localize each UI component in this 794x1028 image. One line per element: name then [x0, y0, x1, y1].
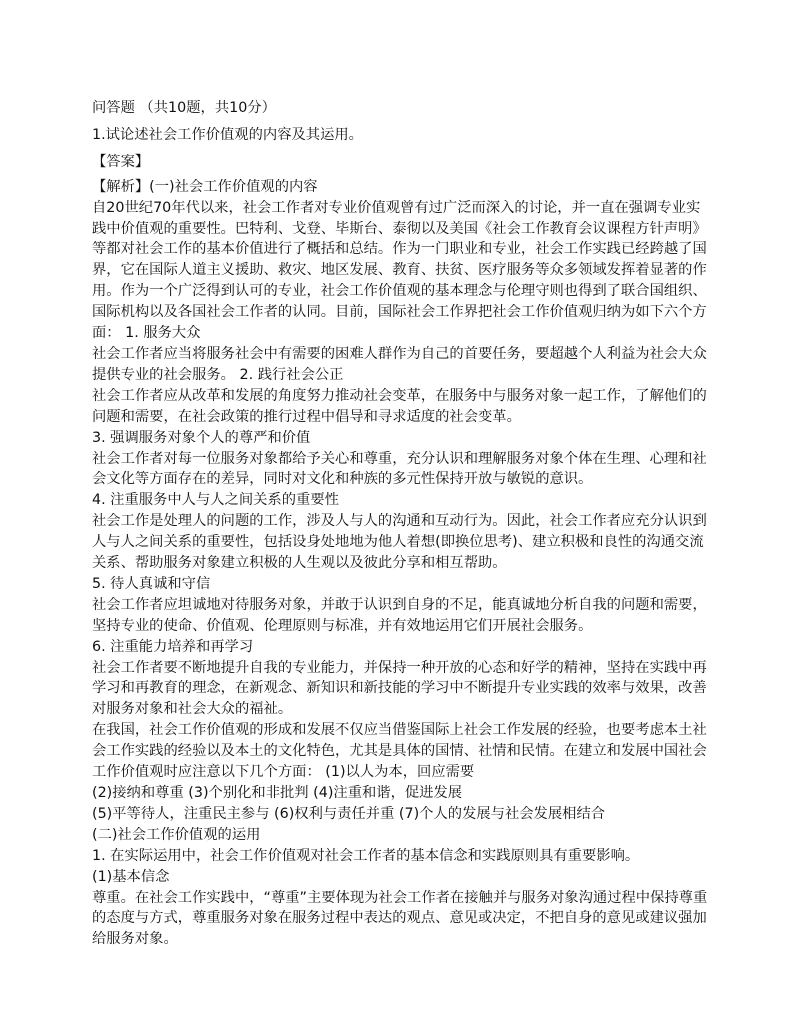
- basic-belief-heading: (1)基本信念: [92, 868, 170, 885]
- paragraph-social-justice: 社会工作者应从改革和发展的角度努力推动社会变革，在服务中与服务对象一起工作，了解他们的问题和需要，在社会政策的推行过程中倡导和寻求适度的社会变革。: [92, 387, 707, 425]
- paragraph-dignity: 社会工作者对每一位服务对象都给予关心和尊重，充分认识和理解服务对象个体在生理、心理和社会文化等方面存在的差异，同时对文化和种族的多元性保持开放与敏锐的意识。: [92, 450, 707, 488]
- paragraph-intro: 自20世纪70年代以来，社会工作者对专业价值观曾有过广泛而深入的讨论，并一直在强调专业实践中价值观的重要性。巴特利、戈登、毕斯台、泰彻以及美国《社会工作教育会议课程方针声明》等都对社会工作的基本价值进行了概括和总结。作为一门职业和专业，社会工作实践已经跨越了国界，它在国际人道主义援助、救灾、地区发展、教育、扶贫、医疗服务等众多领域发挥着显著的作用。作为一个广泛得到认可的专业，社会工作价值观的基本理念与伦理守则也得到了联合国组织、国际机构以及各国社会工作者的认同。目前，国际社会工作界把社会工作价值观归纳为如下六个方面： 1. 服务大众: [92, 199, 707, 342]
- document-page: [92, 98, 714, 950]
- paragraph-respect: 尊重。在社会工作实践中，“尊重”主要体现为社会工作者在接触并与服务对象沟通过程中保持尊重的态度与方式，尊重服务对象在服务过程中表达的观点、意见或决定，不把自身的意见或建议强加给服务对象。: [92, 889, 708, 948]
- list-line-2-4: (2)接纳和尊重 (3)个别化和非批判 (4)注重和谐，促进发展: [92, 785, 463, 801]
- paragraph-learning: 社会工作者要不断地提升自我的专业能力，并保持一种开放的心态和好学的精神，坚持在实践中再学习和再教育的理念，在新观念、新知识和新技能的学习中不断提升专业实践的效率与效果，改善对服务对象和社会大众的福祉。: [92, 659, 707, 718]
- item-heading-3: 3. 强调服务对象个人的尊严和价值: [92, 429, 311, 446]
- paragraph-china: 在我国，社会工作价值观的形成和发展不仅应当借鉴国际上社会工作发展的经验，也要考虑本土社会工作实践的经验以及本土的文化特色，尤其是具体的国情、社情和民情。在建立和发展中国社会工作价值观时应注意以下几个方面： (1)以人为本，回应需要: [92, 722, 707, 781]
- paragraph-sincerity: 社会工作者应坦诚地对待服务对象，并敢于认识到自身的不足，能真诚地分析自我的问题和需要，坚持专业的使命、价值观、伦理原则与标准，并有效地运用它们开展社会服务。: [92, 596, 707, 634]
- analysis-heading: 【解析】(一)社会工作价值观的内容: [92, 178, 318, 195]
- paragraph-serve-public: 社会工作者应当将服务社会中有需要的困难人群作为自己的首要任务，要超越个人利益为社会大众提供专业的社会服务。 2. 践行社会公正: [92, 345, 707, 383]
- item-heading-6: 6. 注重能力培养和再学习: [92, 638, 254, 655]
- paragraph-application: 1. 在实际运用中，社会工作价值观对社会工作者的基本信念和实践原则具有重要影响。: [92, 847, 640, 864]
- section-two-heading: (二)社会工作价值观的运用: [92, 826, 261, 843]
- answer-label: 【答案】: [92, 153, 150, 170]
- item-heading-5: 5. 待人真诚和守信: [92, 575, 211, 592]
- section-header: 问答题 （共10题，共10分）: [92, 100, 276, 116]
- list-line-5-7: (5)平等待人，注重民主参与 (6)权利与责任并重 (7)个人的发展与社会发展相结合: [92, 805, 606, 822]
- question-text: 1.试论述社会工作价值观的内容及其运用。: [92, 126, 363, 143]
- item-heading-4: 4. 注重服务中人与人之间关系的重要性: [92, 492, 339, 509]
- paragraph-relationships: 社会工作是处理人的问题的工作，涉及人与人的沟通和互动行为。因此，社会工作者应充分认识到人与人之间关系的重要性，包括设身处地地为他人着想(即换位思考)、建立积极和良性的沟通交流关系、帮助服务对象建立积极的人生观以及彼此分享和相互帮助。: [92, 513, 707, 572]
